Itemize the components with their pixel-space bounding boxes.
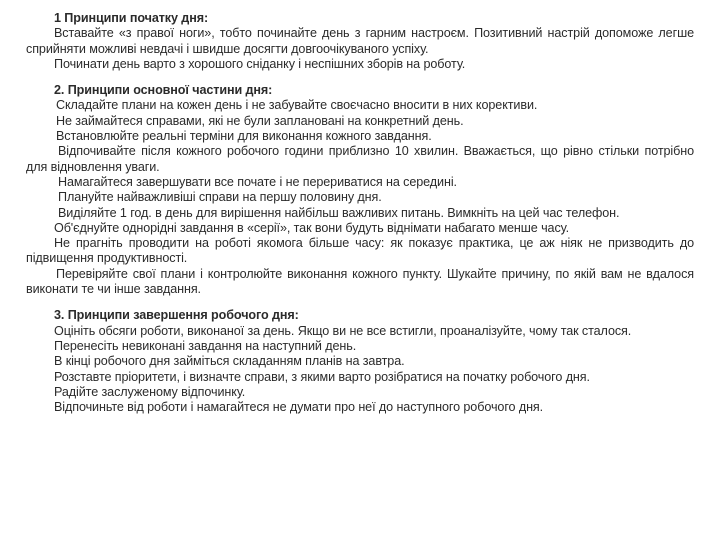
paragraph: Об'єднуйте однорідні завдання в «серії», так вони будуть віднімати набагато менше часу.: [54, 220, 569, 235]
section-heading: 2. Принципи основної частини дня:: [54, 83, 273, 98]
paragraph: Оцініть обсяги роботи, виконаної за день. Якщо ви не все встигли, проаналізуйте, чому так сталося.: [54, 323, 632, 338]
section-morning-principles: [26, 11, 694, 72]
paragraph: Радійте заслуженому відпочинку.: [54, 384, 246, 399]
paragraph: Намагайтеся завершувати все почате і не перериватися на середині.: [58, 174, 457, 189]
paragraph: Плануйте найважливіші справи на першу половину дня.: [58, 190, 382, 205]
paragraph: Складайте плани на кожен день і не забувайте своєчасно вносити в них корективи.: [56, 98, 538, 113]
paragraph: Виділяйте 1 год. в день для вирішення найбільш важливих питань. Вимкніть на цей час телефон.: [58, 205, 620, 220]
paragraph: Встановлюйте реальні терміни для виконання кожного завдання.: [56, 129, 432, 144]
paragraph: Відпочивайте після кожного робочого години приблизно 10 хвилин. Вважається, що рівно стільки потрібно для відновлення уваги.: [26, 144, 694, 174]
paragraph: Перевіряйте свої плани і контролюйте виконання кожного пункту. Шукайте причину, по якій вам не вдалося виконати те чи інше завдання.: [26, 266, 694, 297]
paragraph: Відпочиньте від роботи і намагайтеся не думати про неї до наступного робочого дня.: [54, 400, 544, 415]
section-heading: 1 Принципи початку дня:: [54, 11, 209, 25]
section-end-of-day-principles: [26, 308, 694, 415]
paragraph: Перенесіть невиконані завдання на наступний день.: [54, 338, 357, 353]
section-heading: 3. Принципи завершення робочого дня:: [54, 308, 299, 323]
paragraph: Вставайте «з правої ноги», тобто починайте день з гарним настроєм. Позитивний настрій допоможе легше сприйняти можливі невдачі і швидше досягти довгоочікуваного успіху.: [26, 26, 694, 56]
paragraph: Починати день варто з хорошого сніданку і неспішних зборів на роботу.: [54, 56, 466, 71]
paragraph: В кінці робочого дня займіться складанням планів на завтра.: [54, 354, 405, 369]
paragraph: Не прагніть проводити на роботі якомога більше часу: як показує практика, це аж ніяк не призводить до підвищення продуктивності.: [26, 236, 694, 266]
paragraph: Розставте пріоритети, і визначте справи, з якими варто розібратися на початку робочого дня.: [54, 369, 590, 384]
section-main-day-principles: [26, 83, 694, 297]
paragraph: Не займайтеся справами, які не були заплановані на конкретний день.: [56, 113, 464, 128]
